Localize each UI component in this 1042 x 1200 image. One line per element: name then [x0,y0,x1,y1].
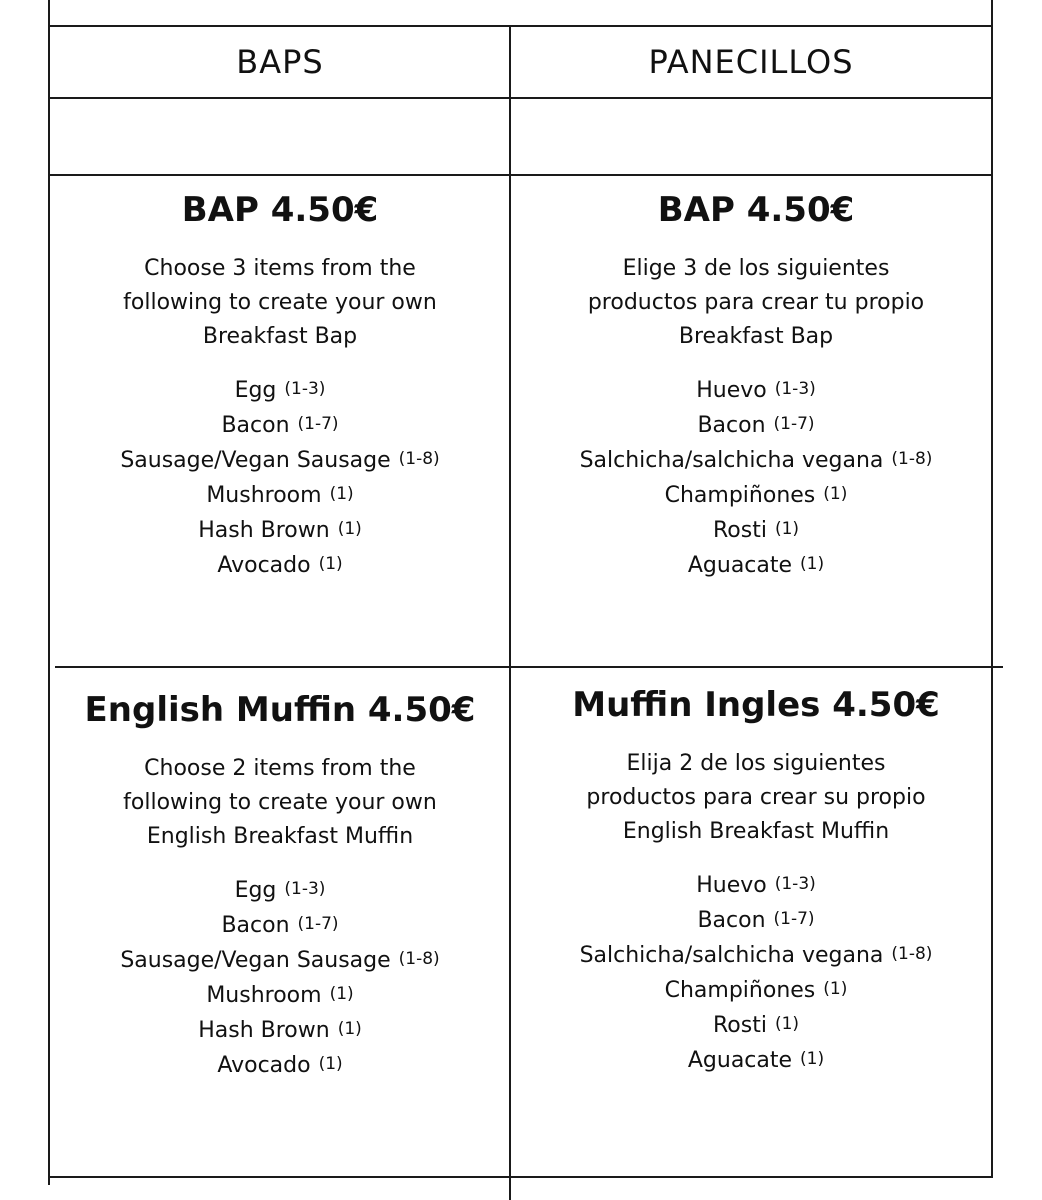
ingredient-option [50,514,510,549]
ingredient-option [50,409,510,444]
ingredient-quantity: (1-7) [773,414,815,434]
cell-bap-es [511,190,1001,584]
grid-line-blank-row-bottom [48,174,993,176]
ingredient-quantity: (1-8) [398,949,440,969]
menu-item-title: BAP 4.50€ [657,190,855,230]
ingredient-list [50,374,510,584]
ingredient-quantity: (1-3) [774,874,816,894]
description-line: productos para crear su propio [586,785,926,810]
ingredient-option [50,549,510,584]
description-line: productos para crear tu propio [587,290,925,315]
ingredient-option [511,444,1001,479]
ingredient-name: Sausage/Vegan Sausage [120,948,391,973]
ingredient-name: Bacon [697,908,766,933]
ingredient-quantity: (1-3) [774,379,816,399]
grid-line-bottom [48,1176,993,1178]
ingredient-option [511,939,1001,974]
ingredient-quantity: (1-7) [297,914,339,934]
ingredient-list [50,874,510,1084]
ingredient-list [511,869,1001,1079]
menu-item-description [511,747,1001,849]
ingredient-option [50,979,510,1014]
ingredient-name: Bacon [697,413,766,438]
ingredient-option [50,1049,510,1084]
ingredient-name: Huevo [696,378,767,403]
grid-line-middle [55,666,1003,668]
ingredient-option [50,874,510,909]
menu-item-description [511,252,1001,354]
menu-item-title: BAP 4.50€ [181,190,379,230]
ingredient-name: Rosti [712,1013,767,1038]
ingredient-name: Champiñones [664,483,816,508]
ingredient-name: Egg [234,878,277,903]
ingredient-option [511,974,1001,1009]
ingredient-quantity: (1) [329,984,354,1004]
menu-item-description [50,252,510,354]
header-baps: BAPS [236,43,324,81]
ingredient-name: Aguacate [687,553,793,578]
ingredient-option [511,1009,1001,1044]
ingredient-quantity: (1-8) [891,449,933,469]
ingredient-quantity: (1) [774,519,800,539]
ingredient-quantity: (1) [337,519,362,539]
ingredient-option [50,909,510,944]
ingredient-quantity: (1-8) [891,944,933,964]
ingredient-option [511,904,1001,939]
cell-muffin-en [50,690,510,1084]
ingredient-quantity: (1) [800,554,825,574]
cell-bap-en [50,190,510,584]
ingredient-name: Avocado [217,553,311,578]
ingredient-option [50,479,510,514]
ingredient-quantity: (1) [823,979,848,999]
description-line: Elige 3 de los siguientes [622,256,890,281]
ingredient-name: Rosti [712,518,767,543]
ingredient-option [511,479,1001,514]
ingredient-option [511,549,1001,584]
description-line: Breakfast Bap [202,324,358,349]
ingredient-option [50,374,510,409]
ingredient-quantity: (1) [800,1049,825,1069]
description-line: Elija 2 de los siguientes [626,751,886,776]
description-line: following to create your own [123,790,437,815]
ingredient-list [511,374,1001,584]
ingredient-quantity: (1) [329,484,354,504]
ingredient-quantity: (1-8) [398,449,440,469]
ingredient-name: Mushroom [206,983,322,1008]
ingredient-quantity: (1-7) [773,909,815,929]
description-line: following to create your own [123,290,437,315]
description-line: Breakfast Bap [678,324,834,349]
ingredient-option [50,444,510,479]
menu-item-title: English Muffin 4.50€ [84,690,476,730]
ingredient-quantity: (1) [823,484,848,504]
description-line: English Breakfast Muffin [146,824,414,849]
ingredient-name: Huevo [696,873,767,898]
menu-item-description [50,752,510,854]
menu-item-title: Muffin Ingles 4.50€ [572,685,940,725]
ingredient-option [511,869,1001,904]
ingredient-option [50,944,510,979]
ingredient-name: Hash Brown [198,1018,330,1043]
ingredient-name: Egg [234,378,277,403]
header-panecillos: PANECILLOS [648,43,854,81]
ingredient-quantity: (1) [318,1054,343,1074]
ingredient-quantity: (1-7) [297,414,339,434]
ingredient-name: Aguacate [687,1048,793,1073]
ingredient-name: Salchicha/salchicha vegana [579,448,884,473]
ingredient-name: Champiñones [664,978,816,1003]
ingredient-name: Bacon [221,913,290,938]
ingredient-quantity: (1-3) [284,379,326,399]
cell-muffin-es [511,685,1001,1079]
ingredient-name: Salchicha/salchicha vegana [579,943,884,968]
ingredient-option [511,374,1001,409]
ingredient-option [511,409,1001,444]
ingredient-option [511,514,1001,549]
ingredient-name: Sausage/Vegan Sausage [120,448,391,473]
ingredient-quantity: (1) [318,554,343,574]
ingredient-name: Bacon [221,413,290,438]
description-line: Choose 3 items from the [144,256,416,281]
description-line: English Breakfast Muffin [622,819,890,844]
description-line: Choose 2 items from the [144,756,416,781]
ingredient-name: Avocado [217,1053,311,1078]
ingredient-option [511,1044,1001,1079]
ingredient-quantity: (1) [774,1014,800,1034]
ingredient-quantity: (1) [337,1019,362,1039]
ingredient-quantity: (1-3) [284,879,326,899]
ingredient-option [50,1014,510,1049]
ingredient-name: Mushroom [206,483,322,508]
ingredient-name: Hash Brown [198,518,330,543]
